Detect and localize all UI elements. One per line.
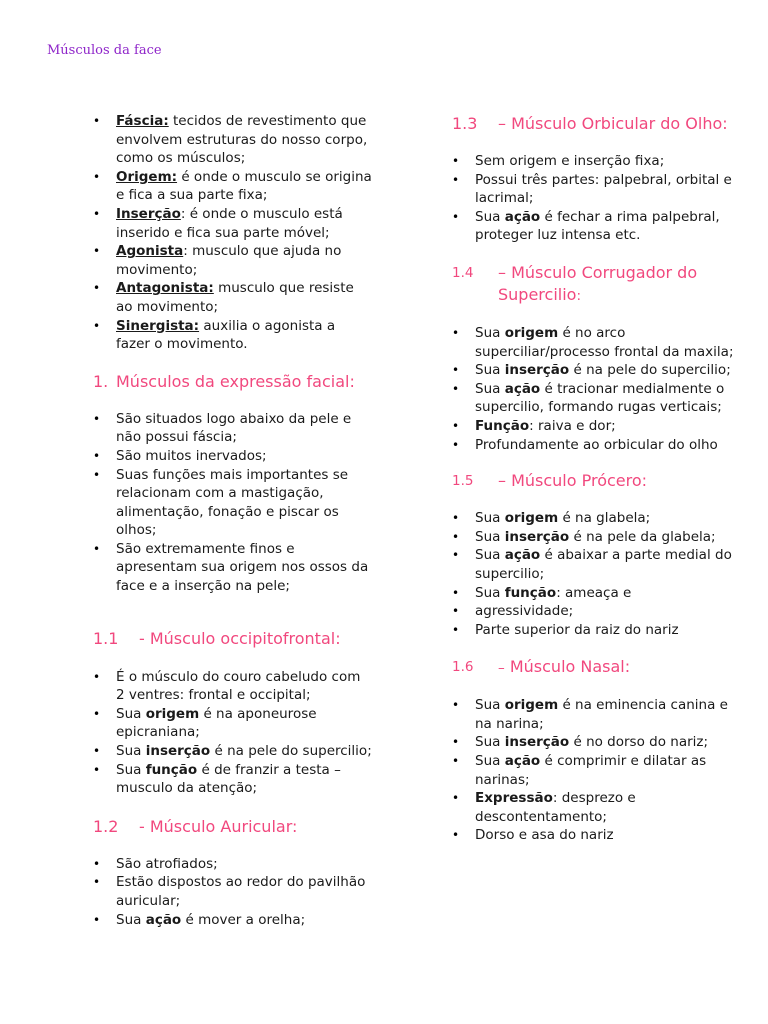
item-keyword: origem [145,705,200,722]
section-heading [452,113,742,135]
item-text: : raiva e dor; [529,417,616,434]
item-keyword: Função [475,417,530,434]
bullet-icon: • [452,363,460,378]
item-text: Sua [475,510,505,527]
item-keyword: origem [504,510,559,527]
item-text: Sua [116,911,146,928]
definition: auxilia o agonista a fazer o movimento. [116,317,336,353]
list-item [452,208,742,245]
item-text: Sua [475,547,505,564]
item-text: Estão dispostos ao redor do pavilhão auricular; [116,874,366,909]
item-keyword: inserção [145,743,211,760]
section-list [452,696,742,845]
bullet-icon: • [452,154,460,168]
right-column [452,113,742,845]
item-text: é na pele da glabela; [569,528,716,545]
bullet-icon: • [93,856,101,871]
section-heading [452,470,742,492]
item-text: agressividade; [475,603,574,620]
item-text: é tracionar medialmente o supercilio, formando rugas verticais; [475,380,725,416]
item-text: Sua [475,324,505,341]
bullet-icon: • [452,529,460,544]
section-list [93,668,373,798]
section-list [452,509,742,639]
list-item [452,826,742,845]
bullet-icon: • [93,206,101,221]
section-number: 1.6 [452,659,474,676]
section-list [93,855,373,929]
item-text: São situados logo abaixo da pele e não possui fáscia; [116,410,352,446]
section-title [498,262,742,307]
item-keyword: ação [504,380,541,397]
bullet-icon: • [93,281,101,296]
bullet-icon: • [452,622,460,637]
bullet-icon: • [452,735,460,750]
item-keyword: inserção [504,528,570,545]
item-text: é no arco superciliar/processo frontal da maxila; [475,324,734,360]
bullet-icon: • [452,511,460,526]
list-item [452,361,742,380]
bullet-icon: • [93,169,101,184]
bullet-icon: • [93,467,101,482]
item-text: Sua [475,584,505,601]
list-item [93,540,373,596]
item-text: Sua [475,753,505,770]
section-number: 1.4 [452,264,474,281]
item-text: é de franzir a testa – musculo da atenção; [116,761,341,797]
item-text: Sua [475,208,505,225]
list-item [93,279,373,316]
list-item [452,171,742,208]
item-text: Sua [475,697,505,714]
list-item [93,317,373,354]
bullet-icon: • [452,754,460,769]
item-keyword: origem [504,324,559,341]
bullet-icon: • [93,244,101,259]
bullet-icon: • [452,698,460,713]
item-keyword: origem [504,697,559,714]
section-list [452,152,742,245]
item-keyword: função [504,584,557,601]
item-text: Sua [116,761,146,778]
list-item [93,668,373,705]
bullet-icon: • [452,604,460,619]
section-title: – Músculo Orbicular do Olho: [498,114,728,133]
section-title: - Músculo Auricular: [139,816,298,836]
item-text: Possui três partes: palpebral, orbital e lacrimal; [475,171,732,207]
item-text: São extremamente finos e apresentam sua origem nos ossos da face e a inserção na pele; [116,540,369,595]
item-keyword: ação [504,753,541,770]
item-keyword: inserção [504,734,570,751]
list-item [452,584,742,603]
section-title: - Músculo occipitofrontal: [139,628,341,648]
definition: : é onde o musculo está inserido e fica sua parte móvel; [116,205,343,241]
bullet-icon: • [93,318,101,333]
bullet-icon: • [93,912,101,927]
list-item [93,742,373,761]
item-text: Sua [116,705,146,722]
section-title: Músculos da expressão facial: [116,371,355,391]
left-column [93,112,373,929]
list-item [93,112,373,168]
list-item [452,752,742,789]
bullet-icon: • [452,791,460,806]
item-text: é mover a orelha; [181,911,306,928]
term: Antagonista: [116,280,214,297]
term: Origem: [116,168,178,185]
item-keyword: ação [504,547,541,564]
list-item [93,911,373,930]
list-item [93,466,373,540]
item-text: Sua [475,734,505,751]
item-text: é comprimir e dilatar as narinas; [475,753,707,788]
list-item [93,873,373,910]
list-item [93,761,373,798]
bullet-icon: • [452,828,460,843]
section-list [452,324,742,454]
list-item [452,789,742,826]
section-title-text: – Músculo Corrugador do Supercilio [498,262,698,304]
item-text: é na pele do supercilio; [210,743,372,760]
list-item [93,705,373,742]
bullet-icon: • [452,418,460,433]
section-list [93,410,373,596]
bullet-icon: • [93,744,101,759]
item-text: Sua [475,380,505,397]
section-heading [93,628,373,650]
list-item [452,152,742,171]
section-number: 1.5 [452,473,474,490]
definition: musculo que resiste ao movimento; [116,280,354,315]
bullet-icon: • [452,325,460,340]
bullet-icon: • [93,706,101,721]
item-text: É o músculo do couro cabeludo com 2 ventres: frontal e occipital; [116,668,361,704]
list-item [93,855,373,874]
list-item [452,417,742,436]
bullet-icon: • [93,669,101,684]
section-number: 1.3 [452,114,478,133]
list-item [93,205,373,242]
item-text: Sem origem e inserção fixa; [475,153,665,169]
list-item [452,509,742,528]
item-keyword: inserção [504,362,570,379]
list-item [93,242,373,279]
definition: tecidos de revestimento que envolvem estruturas do nosso corpo, como os músculos; [116,113,368,167]
term: Inserção [116,205,181,222]
section-heading [452,262,742,307]
section-title: – Músculo Prócero: [498,471,648,491]
item-text: : ameaça e [556,584,632,601]
item-text: Suas funções mais importantes se relacionam com a mastigação, alimentação, fonação e piscar os olhos; [116,466,349,539]
list-item [93,447,373,466]
item-text: Dorso e asa do nariz [475,827,614,844]
list-item [452,528,742,547]
item-text: é abaixar a parte medial do supercilio; [475,547,732,582]
bullet-icon: • [452,585,460,600]
list-item [93,168,373,205]
item-text: é na glabela; [558,510,651,527]
bullet-icon: • [93,762,101,777]
section-number: 1.2 [93,816,119,836]
bullet-icon: • [452,172,460,187]
item-text: : desprezo e descontentamento; [475,790,636,825]
item-keyword: Expressão [475,790,553,807]
bullet-icon: • [93,448,101,463]
definitions-list [93,112,373,354]
definition: é onde o musculo se origina e fica a sua parte fixa; [116,168,372,204]
section-title-dash: – [498,660,505,677]
section-heading [93,816,373,838]
term: Fáscia: [116,113,169,129]
bullet-icon: • [93,114,101,128]
section-heading [93,371,373,393]
item-text: Parte superior da raiz do nariz [475,621,679,638]
section-heading [452,656,742,679]
bullet-icon: • [93,541,101,556]
item-text: Sua [475,528,505,545]
section-title-colon: : [576,287,582,304]
term: Sinergista: [116,317,200,334]
list-item [452,380,742,417]
list-item [452,696,742,733]
list-item [452,324,742,361]
bullet-icon: • [452,381,460,396]
list-item [452,602,742,621]
section-number: 1. [93,371,109,391]
page-header: Músculos da face [47,43,162,58]
definition: : musculo que ajuda no movimento; [116,243,342,278]
section-title-text: Músculo Nasal: [509,657,631,677]
list-item [452,546,742,583]
item-keyword: função [145,761,198,778]
list-item [452,621,742,640]
item-text: São muitos inervados; [116,447,267,464]
item-text: é no dorso do nariz; [569,734,709,751]
section-number: 1.1 [93,628,119,648]
section-title [498,656,742,679]
bullet-icon: • [93,875,101,890]
item-text: Sua [116,743,146,760]
list-item [452,436,742,455]
list-item [93,410,373,447]
item-text: Profundamente ao orbicular do olho [475,436,718,453]
item-text: Sua [475,362,505,379]
term: Agonista [116,243,184,260]
bullet-icon: • [452,548,460,563]
item-keyword: ação [504,208,541,225]
item-text: é na pele do supercilio; [569,362,731,379]
item-text: é fechar a rima palpebral, proteger luz intensa etc. [475,208,720,244]
bullet-icon: • [452,209,460,224]
bullet-icon: • [452,437,460,452]
item-text: é na aponeurose epicraniana; [116,705,317,741]
bullet-icon: • [93,411,101,426]
item-text: é na eminencia canina e na narina; [475,697,728,732]
item-text: São atrofiados; [116,855,218,872]
list-item [452,733,742,752]
item-keyword: ação [145,911,182,928]
